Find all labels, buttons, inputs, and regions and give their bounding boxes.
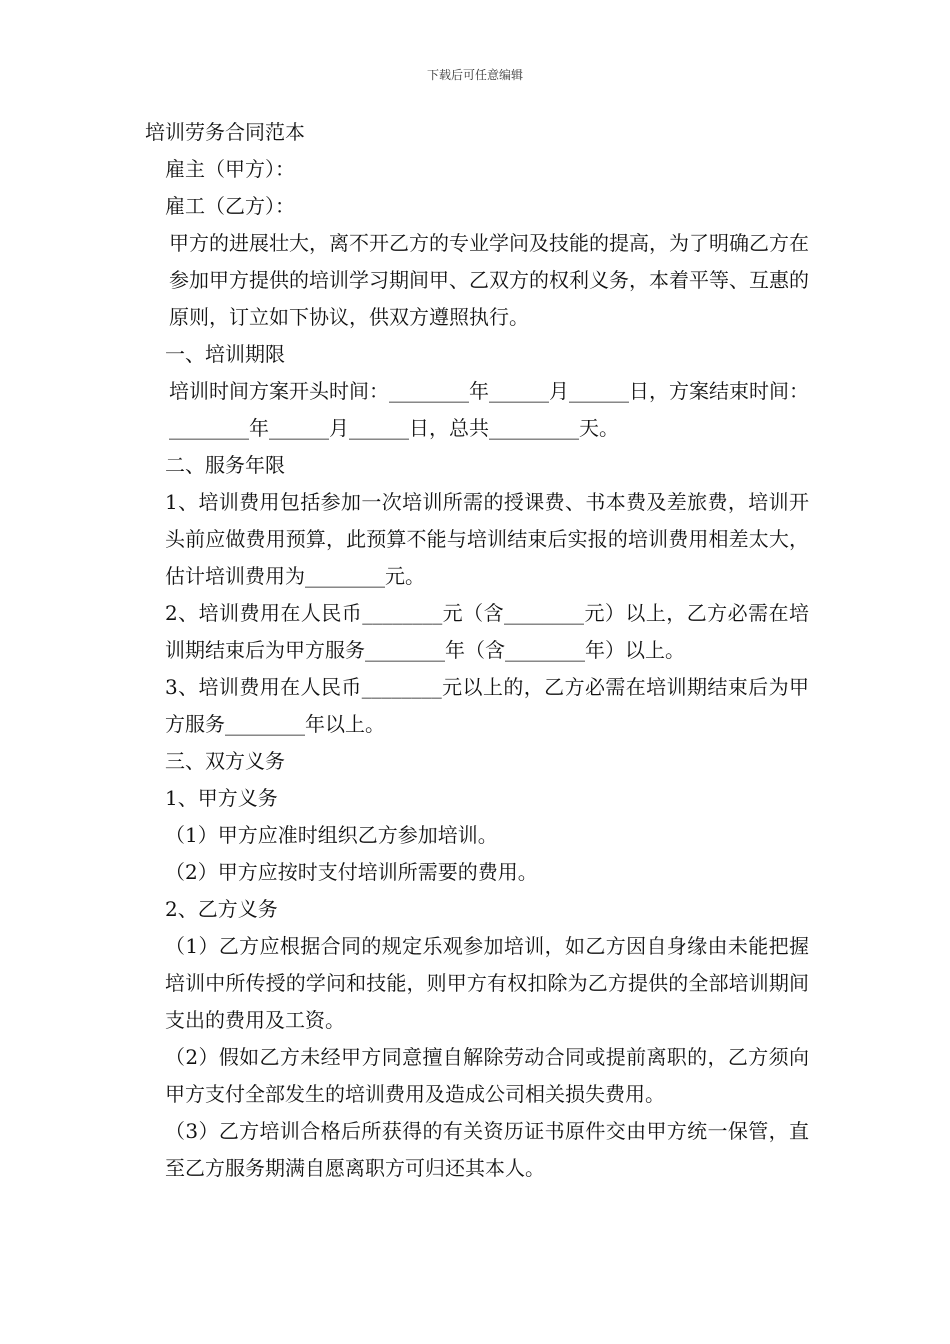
section3-heading: 三、双方义务 bbox=[165, 749, 285, 773]
party-a-item-2: （2）甲方应按时支付培训所需要的费用。 bbox=[165, 860, 538, 884]
section2-heading: 二、服务年限 bbox=[165, 453, 285, 477]
party-a-heading: 1、甲方义务 bbox=[165, 786, 278, 810]
section2-item-1: 1、培训费用包括参加一次培训所需的授课费、书本费及差旅费，培训开头前应做费用预算，此预算不能与培训结束后实报的培训费用相差太大，估计培训费用为________元。 bbox=[165, 490, 809, 588]
document-title: 培训劳务合同范本 bbox=[145, 120, 305, 144]
employer-label: 雇主（甲方）： bbox=[165, 157, 295, 181]
employee-label: 雇工（乙方）： bbox=[165, 194, 295, 218]
section1-body: 培训时间方案开头时间：________年______月______日，方案结束时间：________年______月______日，总共_________天。 bbox=[169, 379, 809, 440]
preamble-paragraph: 甲方的进展壮大，离不开乙方的专业学问及技能的提高，为了明确乙方在参加甲方提供的培训学习期间甲、乙双方的权利义务，本着平等、互惠的原则，订立如下协议，供双方遵照执行。 bbox=[169, 231, 809, 329]
party-a-item-1: （1）甲方应准时组织乙方参加培训。 bbox=[165, 823, 498, 847]
page-header: 下载后可任意编辑 bbox=[426, 68, 523, 82]
section1-heading: 一、培训期限 bbox=[165, 342, 285, 366]
party-b-item-3: （3）乙方培训合格后所获得的有关资历证书原件交由甲方统一保管，直至乙方服务期满自愿离职方可归还其本人。 bbox=[165, 1119, 809, 1180]
section2-item-3: 3、培训费用在人民币________元以上的，乙方必需在培训期结束后为甲方服务________年以上。 bbox=[165, 675, 809, 736]
party-b-item-2: （2）假如乙方未经甲方同意擅自解除劳动合同或提前离职的，乙方须向甲方支付全部发生的培训费用及造成公司相关损失费用。 bbox=[165, 1045, 809, 1106]
party-b-item-1: （1）乙方应根据合同的规定乐观参加培训，如乙方因自身缘由未能把握培训中所传授的学问和技能，则甲方有权扣除为乙方提供的全部培训期间支出的费用及工资。 bbox=[165, 934, 809, 1032]
party-b-heading: 2、乙方义务 bbox=[165, 897, 278, 921]
document-body bbox=[145, 114, 809, 1187]
section2-item-2: 2、培训费用在人民币________元（含________元）以上，乙方必需在培训期结束后为甲方服务________年（含________年）以上。 bbox=[165, 601, 809, 662]
